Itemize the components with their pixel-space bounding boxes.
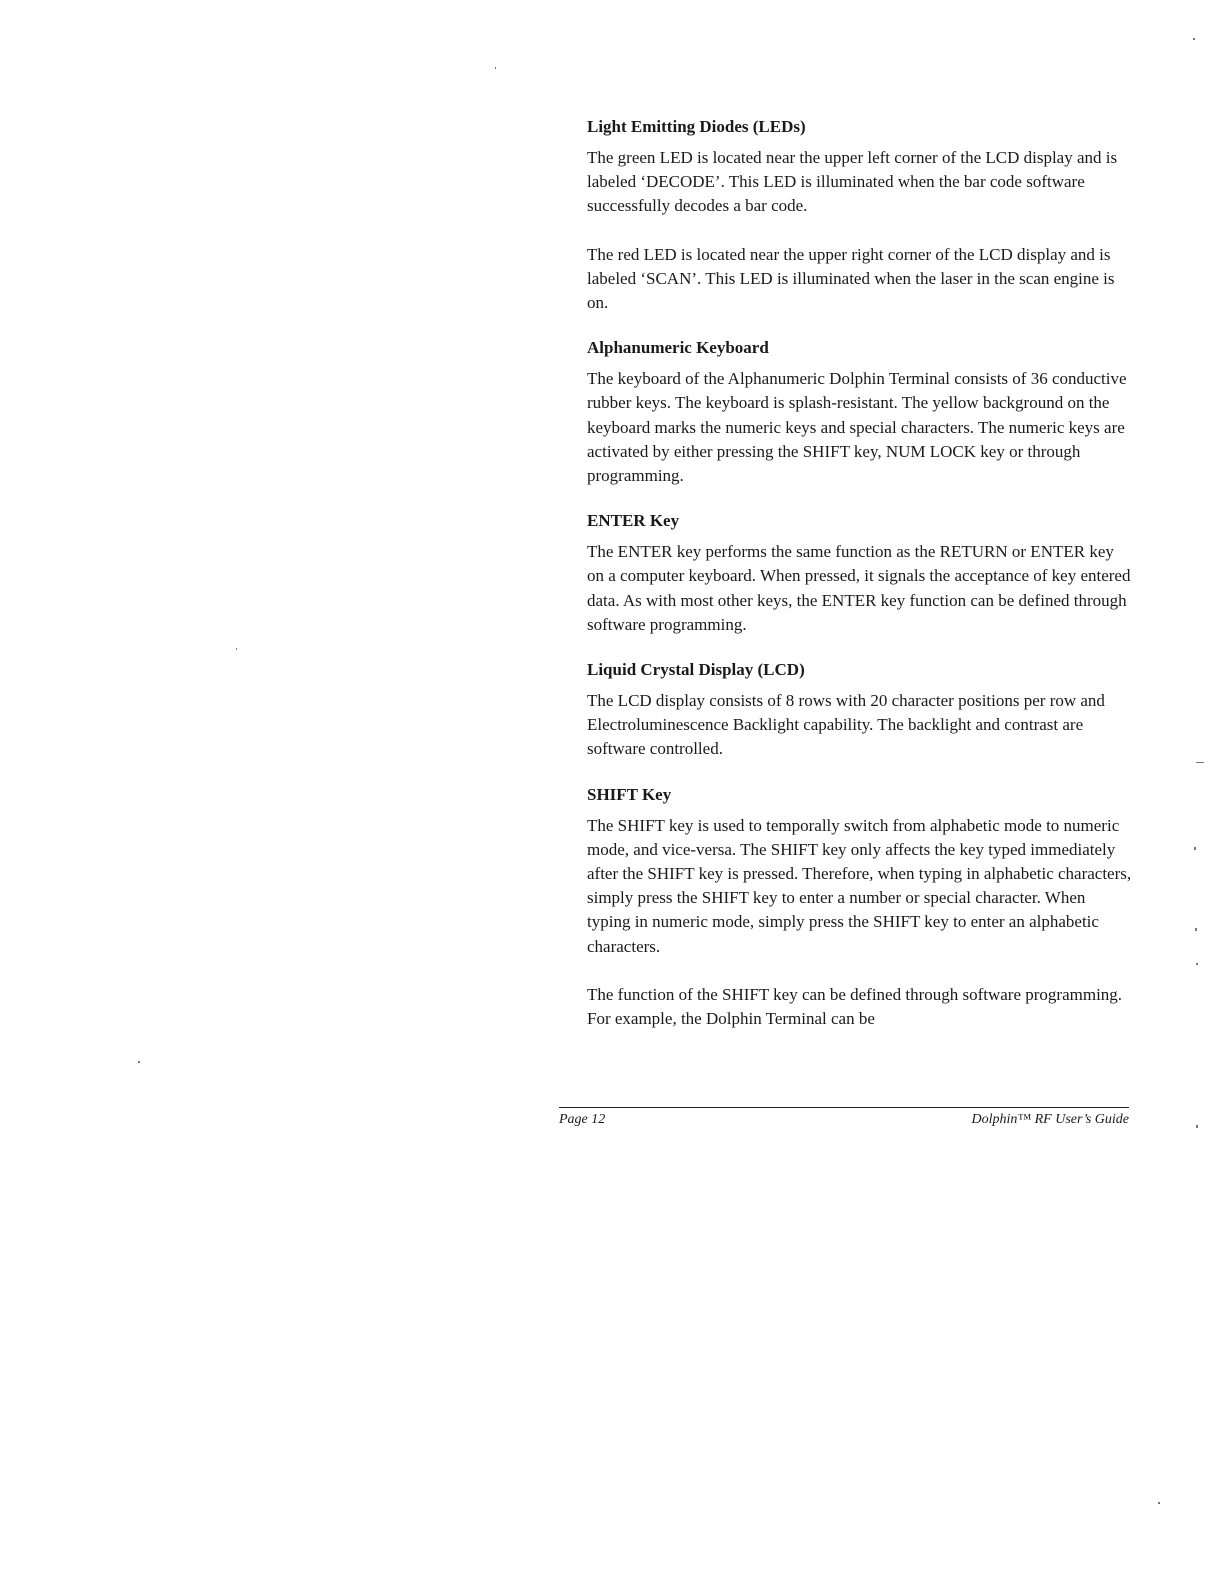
- paragraph: The ENTER key performs the same function as the RETURN or ENTER key on a computer keyboard. When pressed, it signals the acceptance of key entered data. As with most other keys, the ENTER key function can be defined through software programming.: [587, 542, 1131, 634]
- scan-speck: [1196, 762, 1204, 763]
- scan-speck: [1158, 1502, 1160, 1504]
- scan-speck: [1196, 1125, 1198, 1128]
- section-leds: [587, 116, 1132, 315]
- section-enter-key: [587, 510, 1132, 637]
- section-heading: SHIFT Key: [587, 784, 672, 804]
- scan-speck: [138, 1061, 140, 1063]
- scan-speck: [236, 648, 237, 650]
- page-footer: [559, 1107, 1129, 1128]
- paragraph: The LCD display consists of 8 rows with 20 character positions per row and Electroluminescence Backlight capability. The backlight and contrast are software controlled.: [587, 691, 1105, 759]
- paragraph: The SHIFT key is used to temporally switch from alphabetic mode to numeric mode, and vice-versa. The SHIFT key only affects the key typed immediately after the SHIFT key is pressed. Therefore, when typing in alphabetic characters, simply press the SHIFT key to enter a number or special character. When typing in numeric mode, simply press the SHIFT key to enter an alphabetic characters.: [587, 815, 1132, 956]
- section-heading: Alphanumeric Keyboard: [587, 338, 769, 358]
- paragraph: The keyboard of the Alphanumeric Dolphin Terminal consists of 36 conductive rubber keys. The keyboard is splash-resistant. The yellow background on the keyboard marks the numeric keys and special characters. The numeric keys are activated by either pressing the SHIFT key, NUM LOCK key or through programming.: [587, 369, 1127, 486]
- paragraph: The red LED is located near the upper right corner of the LCD display and is labeled ‘SCAN’. This LED is illuminated when the laser in the scan engine is on.: [587, 244, 1115, 313]
- scan-speck: [1194, 847, 1196, 850]
- scan-speck: [1193, 38, 1195, 40]
- section-shift-key: [587, 784, 1132, 1032]
- paragraph: The green LED is located near the upper left corner of the LCD display and is labeled ‘DECODE’. This LED is illuminated when the bar code software successfully decodes a bar code.: [587, 148, 1118, 216]
- section-keyboard: [587, 337, 1132, 488]
- scan-speck: [495, 67, 496, 69]
- scan-speck: [1196, 963, 1198, 965]
- page-content: [587, 116, 1132, 1031]
- section-heading: ENTER Key: [587, 511, 680, 531]
- paragraph: The function of the SHIFT key can be defined through software programming. For example, the Dolphin Terminal can be: [587, 984, 1123, 1029]
- scan-speck: [1195, 928, 1197, 931]
- section-heading: Liquid Crystal Display (LCD): [587, 660, 805, 680]
- section-heading: Light Emitting Diodes (LEDs): [587, 117, 806, 136]
- guide-title: Dolphin™ RF User’s Guide: [971, 1112, 1129, 1127]
- page-number: Page 12: [559, 1112, 606, 1127]
- section-lcd: [587, 659, 1132, 762]
